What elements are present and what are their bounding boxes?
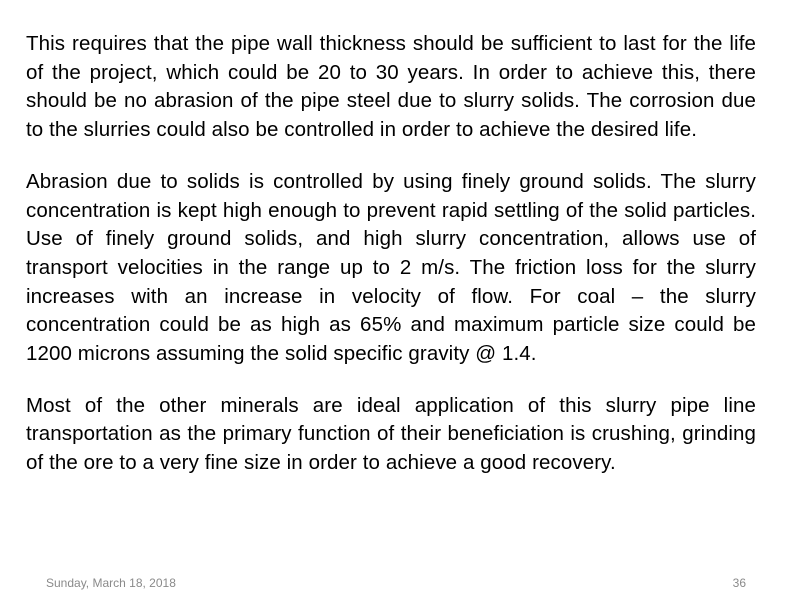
paragraph-abrasion-control: Abrasion due to solids is controlled by using finely ground solids. The slurry concentration is kept high enough to prevent rapid settling of the solid particles. Use of finely ground solids, and high slurry concentration, allows use of transport velocities in the range up to 2 m/s. The friction loss for the slurry increases with an increase in velocity of flow. For coal – the slurry concentration could be as high as 65% and maximum particle size could be 1200 microns assuming the solid specific gravity @ 1.4.	[26, 169, 756, 366]
paragraph-other-minerals: Most of the other minerals are ideal application of this slurry pipe line transportation as the primary function of their beneficiation is crushing, grinding of the ore to a very fine size in order to achieve a good recovery.	[26, 393, 756, 475]
paragraph-pipe-wall-thickness: This requires that the pipe wall thickness should be sufficient to last for the life of the project, which could be 20 to 30 years. In order to achieve this, there should be no abrasion of the pipe steel due to slurry solids. The corrosion due to the slurries could also be controlled in order to achieve the desired life.	[26, 32, 756, 142]
slide-body	[26, 30, 756, 478]
footer-page-number: 36	[732, 576, 746, 590]
footer-date: Sunday, March 18, 2018	[46, 576, 176, 590]
